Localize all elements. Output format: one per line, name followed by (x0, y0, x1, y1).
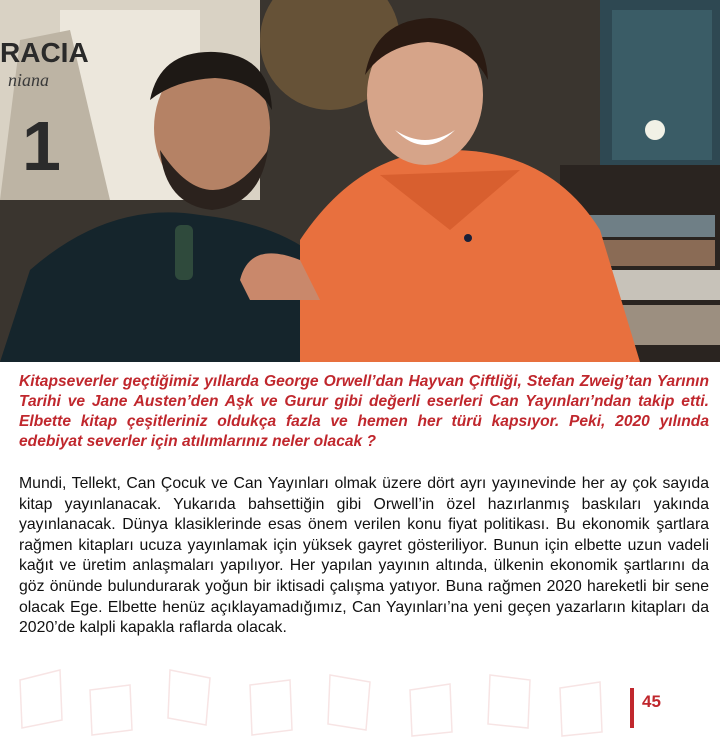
background-books-pattern (0, 640, 720, 737)
interview-answer: Mundi, Tellekt, Can Çocuk ve Can Yayınları olmak üzere dört ayrı yayınevinde her ay çok sayıda kitap yayınlanacak. Yukarıda bahsettiğin gibi Orwell’in özel hazırlanmış baskıları yakında yayınlanacak. Dünya klasiklerinde esas önem verilen konu fiyat politikası. Bu ekonomik şartlara rağmen kitapları ucuza yayınlamak için yüksek gayret gösteriliyor. Bunun için elbette uzun vadeli kağıt ve üretim anlaşmaları yapılıyor. Her yapılan yayının altında, ülkenin ekonomik şartlarını da göz önünde bulundurarak yoğun bir iktisadi çalışma yatıyor. Buna rağmen 2020 hareketli bir sene olacak Ege. Elbette henüz açıklayamadığımız, Can Yayınları’na yeni geçen yazarların kitapları da 2020’de kalpli kapakla raflarda olacak. (19, 475, 709, 637)
photo-illustration (0, 0, 720, 362)
jersey-text: RACIA (0, 37, 89, 68)
interview-photo (0, 0, 720, 362)
jersey-number: 1 (22, 107, 61, 185)
page-number: 45 (642, 692, 661, 711)
interview-question: Kitapseverler geçtiğimiz yıllarda George Orwell’dan Hayvan Çiftliği, Stefan Zweig’tan Yarının Tarihi ve Jane Austen’den Aşk ve Gurur gibi değerli eserleri Can Yayınları’ndan takip etti. Elbette kitap çeşitleriniz oldukça fazla ve hemen her türü kapsıyor. Peki, 2020 yılında edebiyat severler için atılımlarınız neler olacak ? (19, 373, 709, 450)
jersey-subtext: niana (8, 70, 50, 90)
page-number-bar (630, 688, 634, 728)
